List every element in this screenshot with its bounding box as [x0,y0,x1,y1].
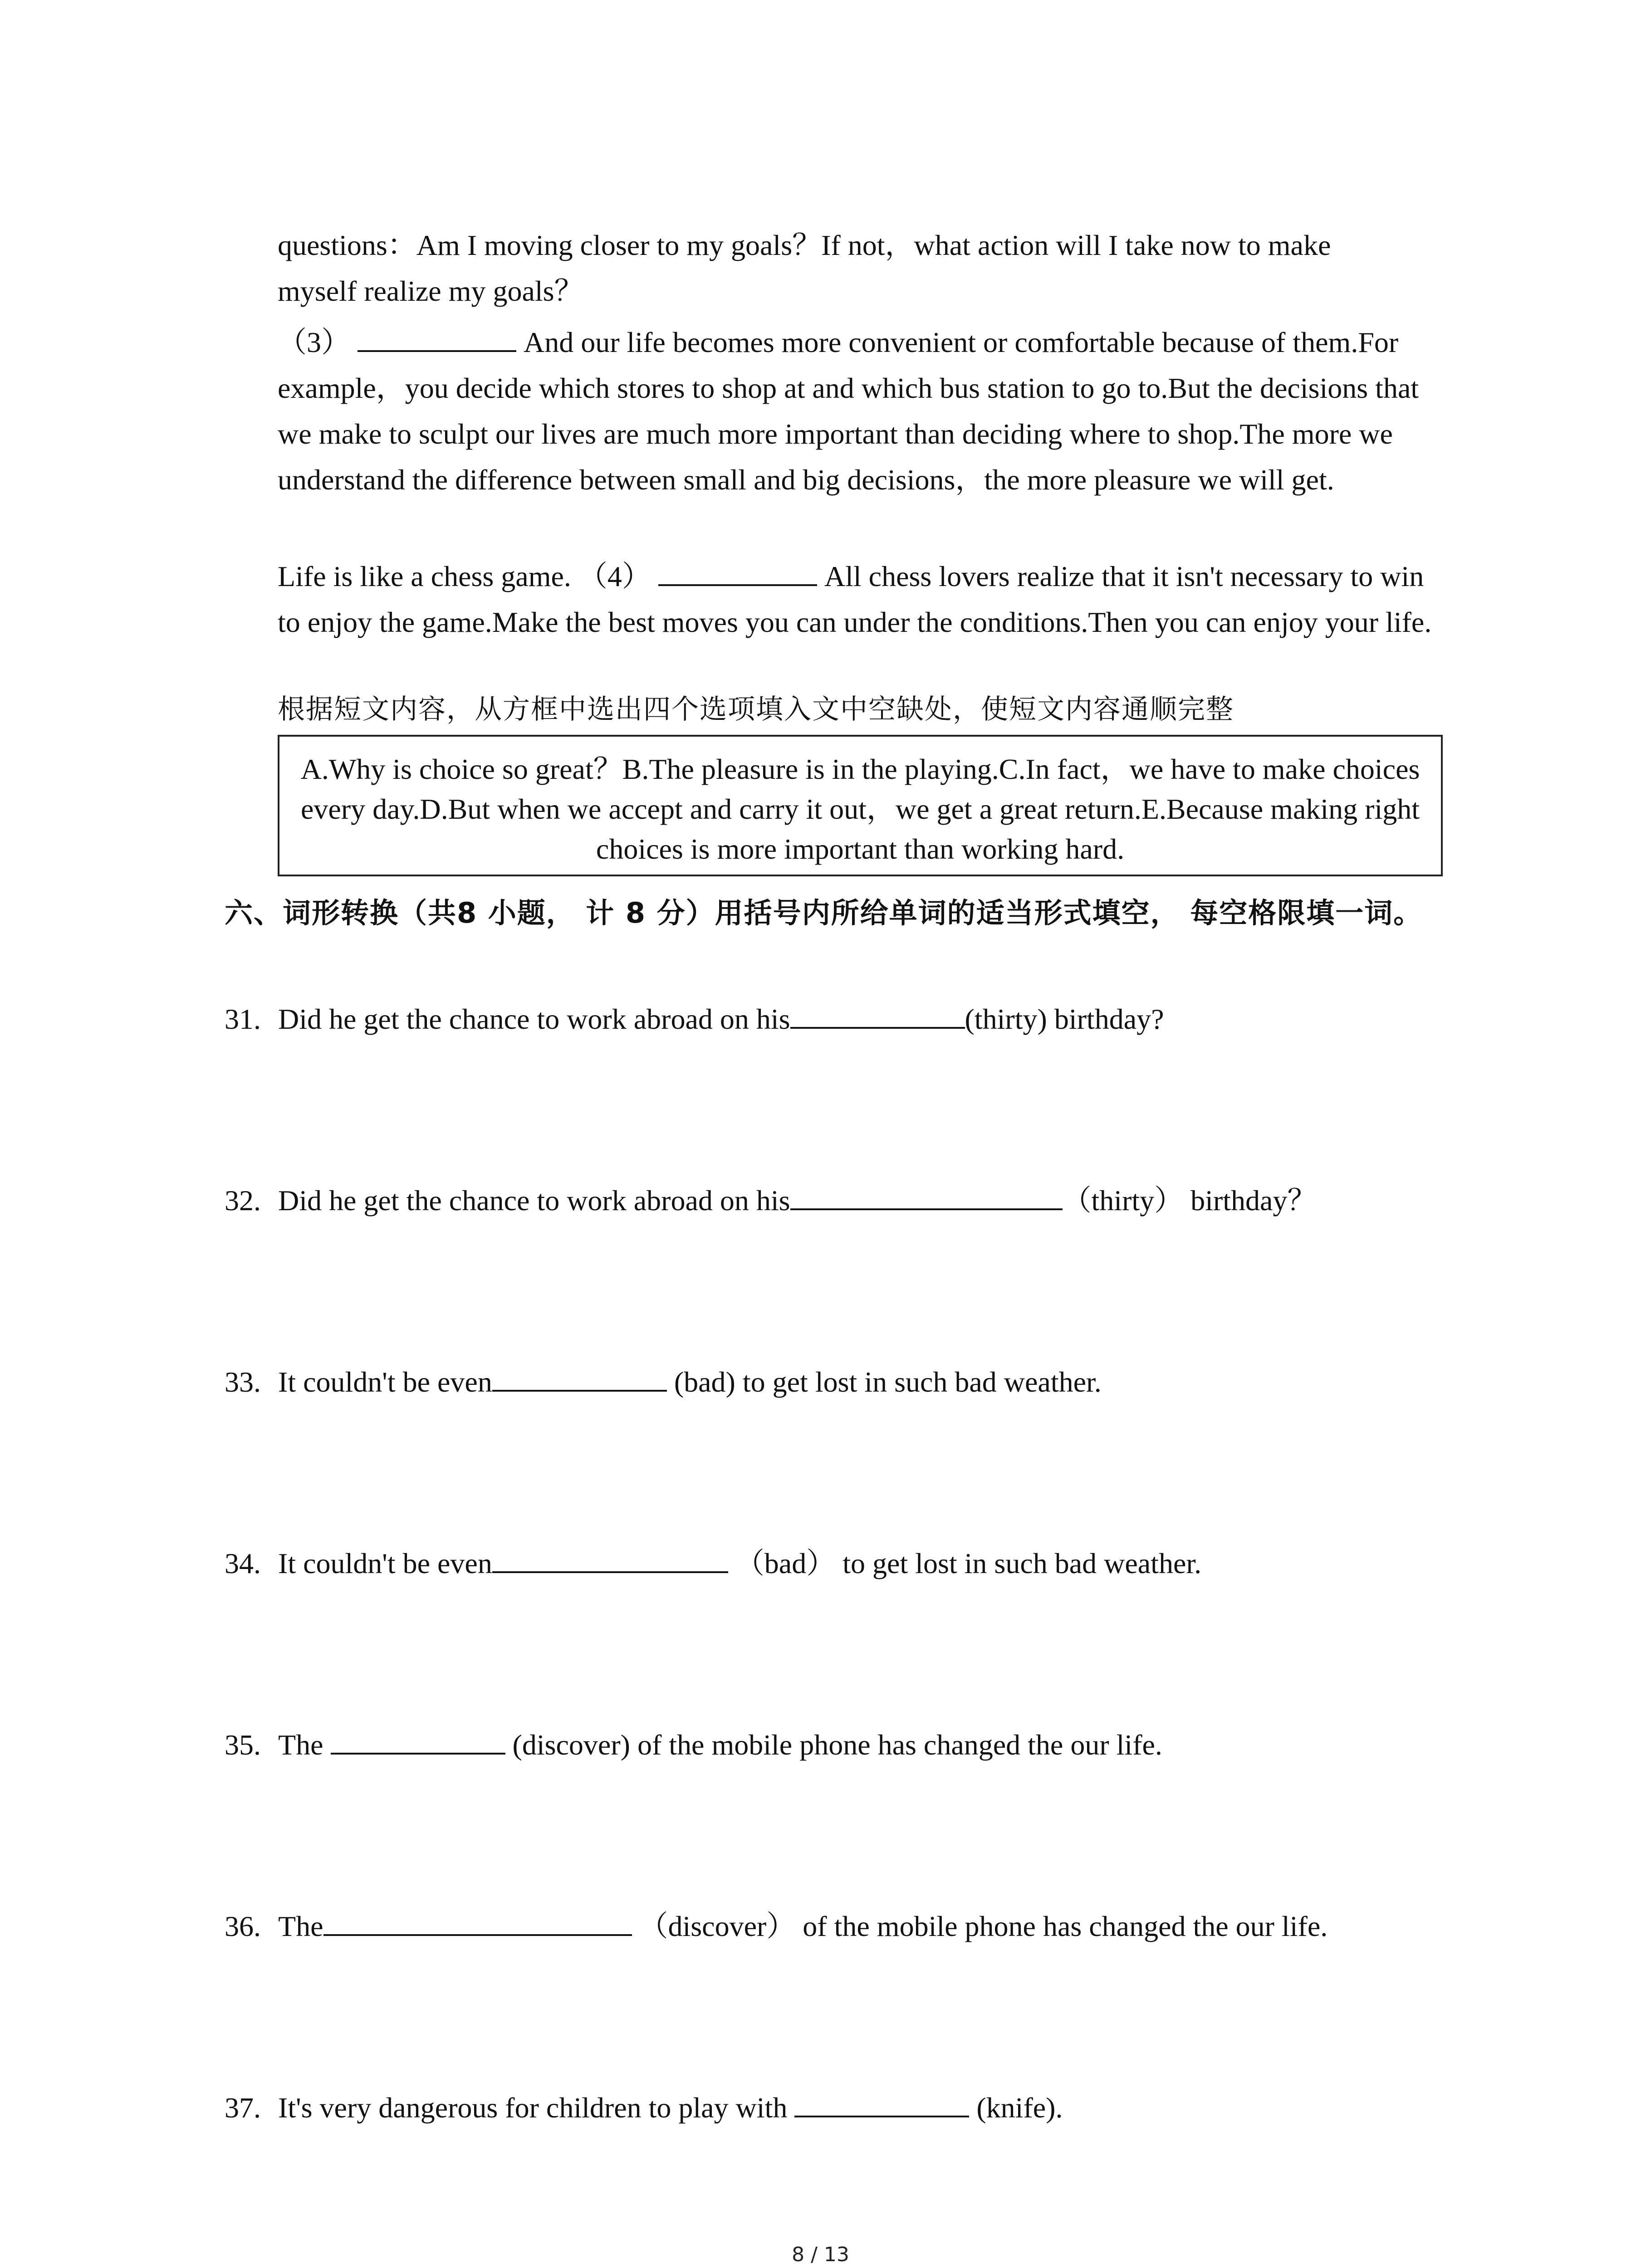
question-37 [225,2083,1472,2128]
passage-line: myself realize my goals？ [278,275,583,307]
page-number: 8 / 13 [792,2243,849,2266]
question-text: (thirty) birthday? [965,1003,1164,1035]
answer-blank[interactable] [323,1901,632,1936]
question-text: Did he get the chance to work abroad on his [278,1184,790,1217]
answer-blank[interactable] [794,2083,969,2117]
answer-blank-3[interactable] [358,318,516,352]
section-heading: 六、词形转换（共8 小题， 计 8 分）用括号内所给单词的适当形式填空， 每空格限填一词。 [225,896,1423,929]
passage-paragraph-1 [278,222,1439,314]
question-text: The [278,1729,331,1761]
question-number: 35. [225,1729,261,1761]
question-text: (knife). [969,2092,1063,2124]
options-box: A.Why is choice so great？B.The pleasure is in the playing.C.In fact，we have to make choices every day.D.But when we accept and carry it out，we get a great return.E.Because making right choices is more important than working hard. [278,735,1443,876]
question-34 [225,1539,1472,1584]
answer-blank[interactable] [790,994,965,1029]
question-text: （thirty） birthday？ [1062,1184,1317,1217]
question-text: It couldn't be even [278,1547,492,1579]
question-text: (bad) to get lost in such bad weather. [666,1366,1102,1398]
passage-paragraph-2 [278,318,1439,503]
answer-blank[interactable] [492,1539,728,1573]
question-number: 33. [225,1366,261,1398]
question-text: It couldn't be even [278,1366,492,1398]
question-number: 36. [225,1910,261,1942]
passage-paragraph-3 [278,552,1439,645]
passage-text: And our life becomes more convenient or comfortable because of them.For example，you decide which stores to shop at and which bus station to go to.But the decisions that we make to sculpt our lives are much more important than deciding where to shop.The more we understand the difference between small and big decisions，the more pleasure we will get. [278,326,1419,496]
answer-blank[interactable] [790,1176,1063,1210]
question-36 [225,1901,1472,1947]
answer-blank-4[interactable] [658,552,817,586]
question-35 [225,1720,1472,1765]
question-number: 37. [225,2092,261,2124]
question-text: (discover) of the mobile phone has changed the our life. [505,1729,1162,1761]
blank-number: Life is like a chess game. （4） [278,560,651,592]
question-number: 34. [225,1547,261,1579]
question-text: Did he get the chance to work abroad on his [278,1003,790,1035]
question-text: It's very dangerous for children to play with [278,2092,795,2124]
question-31 [225,994,1472,1040]
question-number: 32. [225,1184,261,1217]
question-number: 31. [225,1003,261,1035]
question-33 [225,1357,1472,1403]
answer-blank[interactable] [331,1720,505,1755]
passage-text: All chess lovers realize that it isn't necessary to win to enjoy the game.Make the best moves you can under the conditions.Then you can enjoy your life. [278,560,1432,638]
passage-line: questions：Am I moving closer to my goals？If not，what action will I take now to make [278,229,1331,261]
question-text: The [278,1910,323,1942]
answer-blank[interactable] [492,1357,667,1392]
question-text: （discover） of the mobile phone has changed the our life. [632,1910,1328,1942]
question-text: （bad） to get lost in such bad weather. [728,1547,1202,1579]
instruction-text: 根据短文内容，从方框中选出四个选项填入文中空缺处，使短文内容通顺完整 [278,694,1234,725]
question-32 [225,1176,1472,1221]
blank-number: （3） [278,326,350,358]
